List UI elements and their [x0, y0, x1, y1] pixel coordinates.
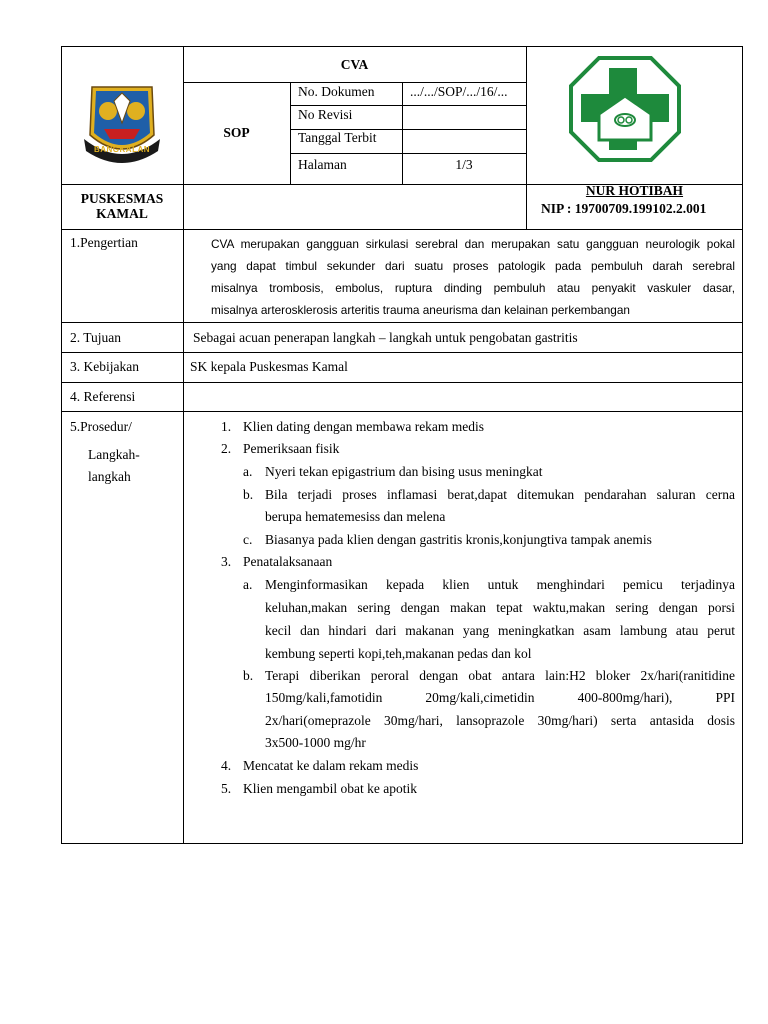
step-4-number: 4.	[221, 758, 232, 773]
step-2c-line-1: Biasanya pada klien dengan gastritis kronis,konjungtiva tampak anemis	[265, 532, 652, 547]
puskesmas-logo	[569, 56, 681, 162]
step-2b-line-1: Bila terjadi proses inflamasi berat,dapat ditemukan pendarahan saluran cerna	[265, 487, 735, 502]
kebijakan-label: 3. Kebijakan	[70, 359, 139, 374]
title-underline	[183, 82, 526, 83]
step-3a-letter: a.	[243, 577, 253, 592]
step-1-text: Klien dating dengan membawa rekam medis	[243, 419, 485, 434]
prosedur-label-line2: Langkah-	[88, 447, 140, 462]
step-2c-letter: c.	[243, 532, 253, 547]
pengertian-line-3: misalnya trombosis, embolus, ruptura dinding pembuluh atau penyakit vaskuler dasar,	[211, 281, 735, 295]
meta-value-halaman: 1/3	[455, 157, 473, 172]
header-divider-left	[183, 46, 184, 844]
tujuan-row-bottom	[61, 352, 743, 353]
step-4-text: Mencatat ke dalam rekam medis	[243, 758, 419, 773]
step-3b-letter: b.	[243, 668, 254, 683]
step-1-number: 1.	[221, 419, 232, 434]
bangkalan-regency-logo	[74, 83, 170, 173]
step-3a-line-4: kembung seperti kopi,teh,makanan pedas dan kol	[265, 646, 532, 661]
prosedur-label-line3: langkah	[88, 469, 131, 484]
step-2a-line-1: Nyeri tekan epigastrium dan bising usus meningkat	[265, 464, 543, 479]
sop-label: SOP	[223, 125, 250, 140]
step-5-text: Klien mengambil obat ke apotik	[243, 781, 417, 796]
document-title: CVA	[340, 57, 369, 72]
kebijakan-text: SK kepala Puskesmas Kamal	[190, 359, 348, 374]
step-3-text: Penatalaksanaan	[243, 554, 333, 569]
step-5-number: 5.	[221, 781, 232, 796]
step-3a-line-2: keluhan,makan sering dengan makan tepat waktu,makan sering dengan porsi	[265, 600, 735, 615]
step-2a-letter: a.	[243, 464, 253, 479]
step-2b-line-2: berupa hematemesiss dan melena	[265, 509, 446, 524]
meta-row-line-3	[290, 153, 526, 154]
referensi-row-bottom	[61, 411, 743, 412]
header-divider-right	[526, 46, 527, 229]
step-3-number: 3.	[221, 554, 232, 569]
step-2-number: 2.	[221, 441, 232, 456]
kebijakan-row-bottom	[61, 382, 743, 383]
step-3b-line-1: Terapi diberikan peroral dengan obat antara lain:H2 bloker 2x/hari(ranitidine	[265, 668, 735, 683]
meta-label-tanggal-terbit: Tanggal Terbit	[298, 130, 377, 145]
step-2b-letter: b.	[243, 487, 254, 502]
meta-label-no-revisi: No Revisi	[298, 107, 353, 122]
step-2-text: Pemeriksaan fisik	[243, 441, 340, 456]
meta-label-halaman: Halaman	[298, 157, 347, 172]
step-3a-line-1: Menginformasikan kepada klien untuk menghindari pemicu terjadinya	[265, 577, 735, 592]
meta-row-line-1	[290, 105, 526, 106]
pengertian-row-bottom	[61, 322, 743, 323]
pengertian-line-2: yang dapat timbul sekunder dari suatu proses patologik pada pembuluh darah serebral	[211, 259, 735, 273]
meta-divider-1	[290, 82, 291, 184]
org-name-line1: PUSKESMAS	[80, 191, 164, 206]
regency-ribbon-text: BANGKALAN	[93, 145, 151, 154]
puskesmas-cross-icon	[569, 56, 681, 162]
pengertian-line-1: CVA merupakan gangguan sirkulasi serebral dan merupakan satu gangguan neurologik pokal	[211, 237, 735, 251]
referensi-label: 4. Referensi	[70, 389, 136, 404]
org-row-bottom-line	[61, 229, 743, 230]
step-3b-line-3: 2x/hari(omeprazole 30mg/hari, lansoprazole 30mg/hari) serta antasida dosis	[265, 713, 735, 728]
org-name-line2: KAMAL	[96, 206, 148, 221]
step-3b-line-4: 3x500-1000 mg/hr	[265, 735, 366, 750]
step-3b-line-2: 150mg/kali,famotidin 20mg/kali,cimetidin 400-800mg/hari), PPI	[265, 690, 735, 705]
pengertian-label: 1.Pengertian	[70, 235, 138, 250]
pengertian-line-4: misalnya arterosklerosis arteritis trauma aneurisma dan kelainan perkembangan	[211, 303, 630, 317]
signer-nip: NIP : 19700709.199102.2.001	[541, 201, 707, 216]
regency-emblem-icon	[74, 83, 170, 173]
tujuan-text: Sebagai acuan penerapan langkah – langkah untuk pengobatan gastritis	[193, 330, 578, 345]
tujuan-label: 2. Tujuan	[70, 330, 122, 345]
prosedur-label-line1: 5.Prosedur/	[70, 419, 132, 434]
signer-name: NUR HOTIBAH	[585, 183, 684, 198]
meta-value-no-dokumen: .../.../SOP/.../16/...	[410, 84, 508, 99]
step-3a-line-3: kecil dan hindari dari makanan yang meningkatkan asam lambung atau perut	[265, 623, 735, 638]
meta-label-no-dokumen: No. Dokumen	[298, 84, 375, 99]
